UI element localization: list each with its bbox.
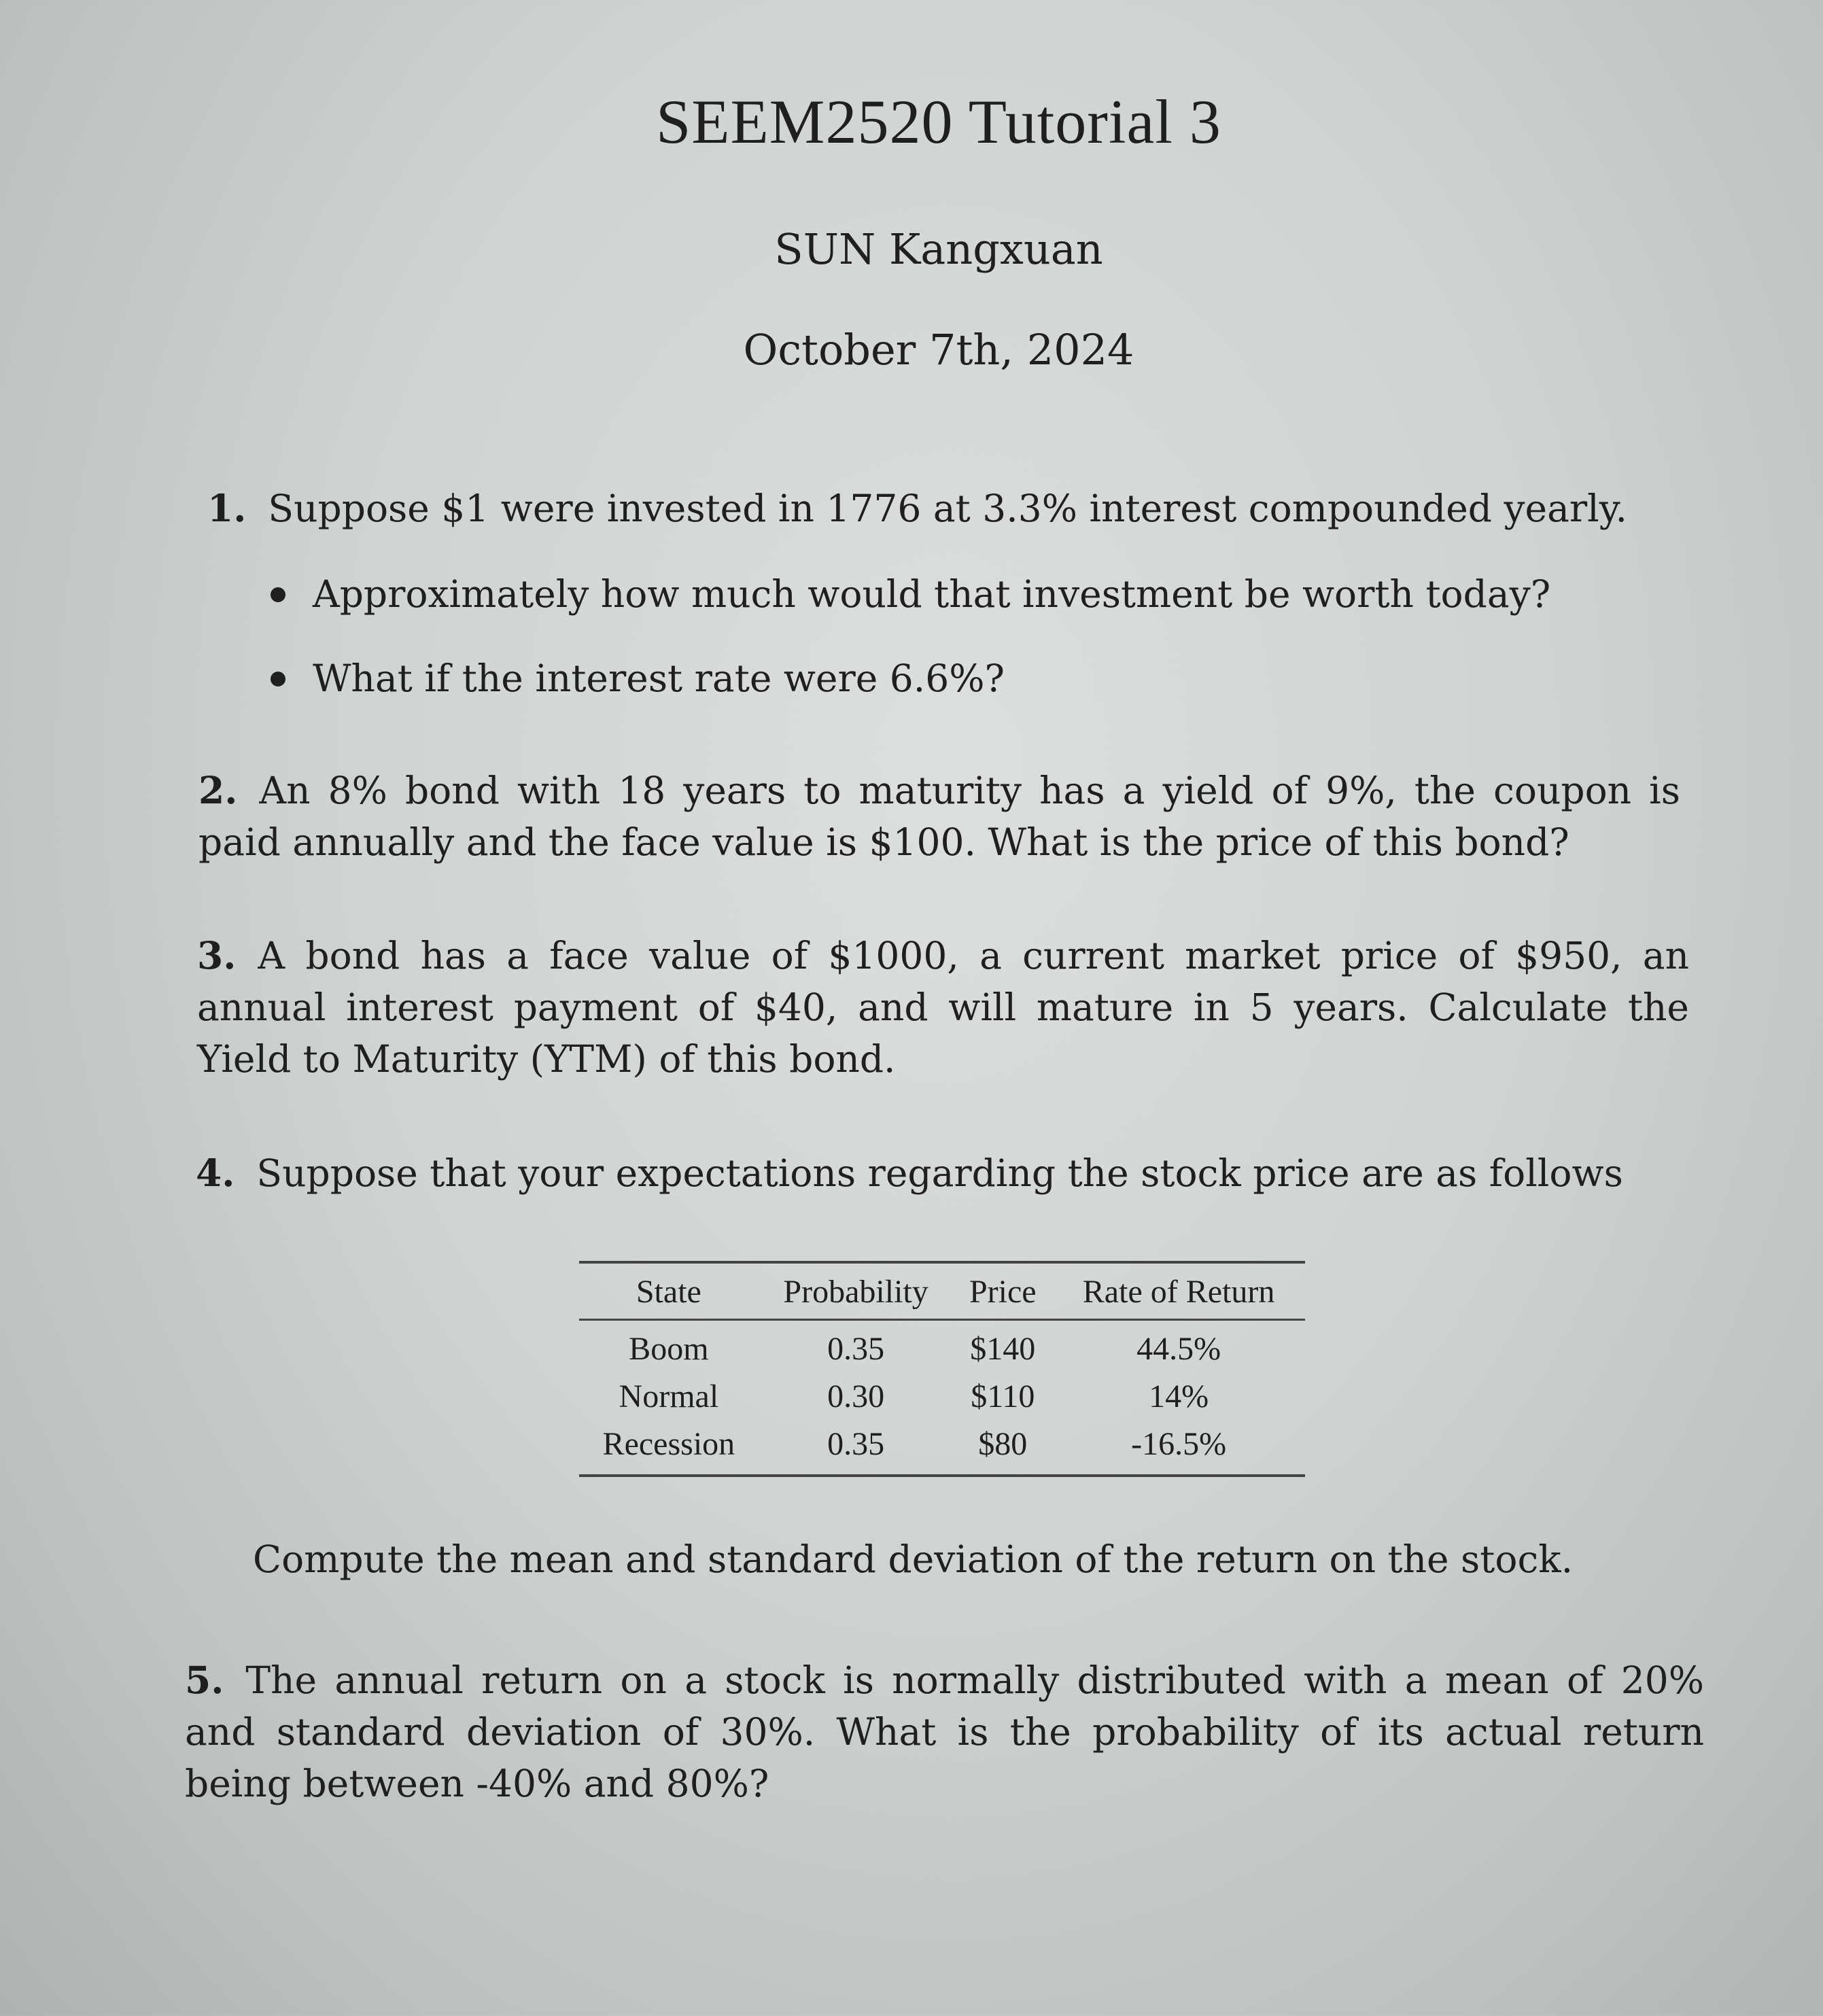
column-header: Probability	[759, 1262, 954, 1320]
bullet-item	[265, 568, 1550, 653]
question-number: 4.	[196, 1151, 235, 1195]
question-text: Suppose that your expectations regarding the stock price are as follows	[256, 1151, 1623, 1195]
bullet-text: Approximately how much would that investment be worth today?	[313, 572, 1551, 616]
column-header: Price	[953, 1262, 1052, 1320]
table-row	[579, 1372, 1305, 1420]
table-row	[579, 1320, 1305, 1373]
stock-expectations-table	[579, 1261, 1305, 1477]
bullet-icon	[271, 587, 285, 602]
table-row	[579, 1420, 1305, 1476]
column-header: State	[579, 1262, 759, 1320]
question-number: 2.	[198, 768, 238, 812]
document-date: October 7th, 2024	[743, 325, 1134, 375]
question-text: A bond has a face value of $1000, a current market price of $950, an annual interest payment of $40, and will mature in 5 years. Calculate the Yield to Maturity (YTM) of this bond.	[197, 934, 1689, 1081]
question-number: 5.	[185, 1658, 224, 1702]
table-cell: $140	[970, 1330, 1036, 1367]
question-text: An 8% bond with 18 years to maturity has a yield of 9%, the coupon is paid annually and the face value is $100. What is the price of this bond?	[198, 769, 1680, 864]
question-number: 1.	[207, 486, 247, 530]
table-cell: 0.30	[827, 1378, 885, 1414]
table-cell: 14%	[1149, 1378, 1209, 1414]
author-name: SUN Kangxuan	[774, 224, 1103, 274]
table-cell: 44.5%	[1136, 1330, 1221, 1367]
question-5	[185, 1654, 1704, 1809]
bullet-text: What if the interest rate were 6.6%?	[313, 657, 1005, 700]
table-cell: Recession	[602, 1425, 735, 1462]
table-cell: 0.35	[827, 1330, 885, 1367]
table-cell: 0.35	[827, 1425, 885, 1462]
question-text: The annual return on a stock is normally distributed with a mean of 20% and standard deviation of 30%. What is the probability of its actual return being between -40% and 80%?	[185, 1658, 1704, 1805]
question-1	[207, 483, 1635, 534]
bullet-icon	[271, 672, 285, 687]
question-1-bullets	[265, 568, 1550, 737]
table-cell: Normal	[619, 1378, 719, 1414]
question-text: Suppose $1 were invested in 1776 at 3.3% interest compounded yearly.	[268, 487, 1627, 530]
table-cell: -16.5%	[1131, 1425, 1227, 1462]
column-header: Rate of Return	[1052, 1262, 1305, 1320]
table-cell: $110	[971, 1378, 1035, 1414]
question-2	[198, 765, 1680, 868]
page-title: SEEM2520 Tutorial 3	[656, 87, 1221, 156]
question-3	[197, 930, 1689, 1085]
table-cell: $80	[978, 1425, 1028, 1462]
bullet-item	[265, 653, 1550, 737]
question-number: 3.	[197, 933, 237, 977]
table-cell: Boom	[629, 1330, 709, 1367]
question-4	[196, 1147, 1691, 1199]
question-4-followup: Compute the mean and standard deviation of the return on the stock.	[253, 1537, 1574, 1581]
table-header-row	[579, 1262, 1305, 1320]
